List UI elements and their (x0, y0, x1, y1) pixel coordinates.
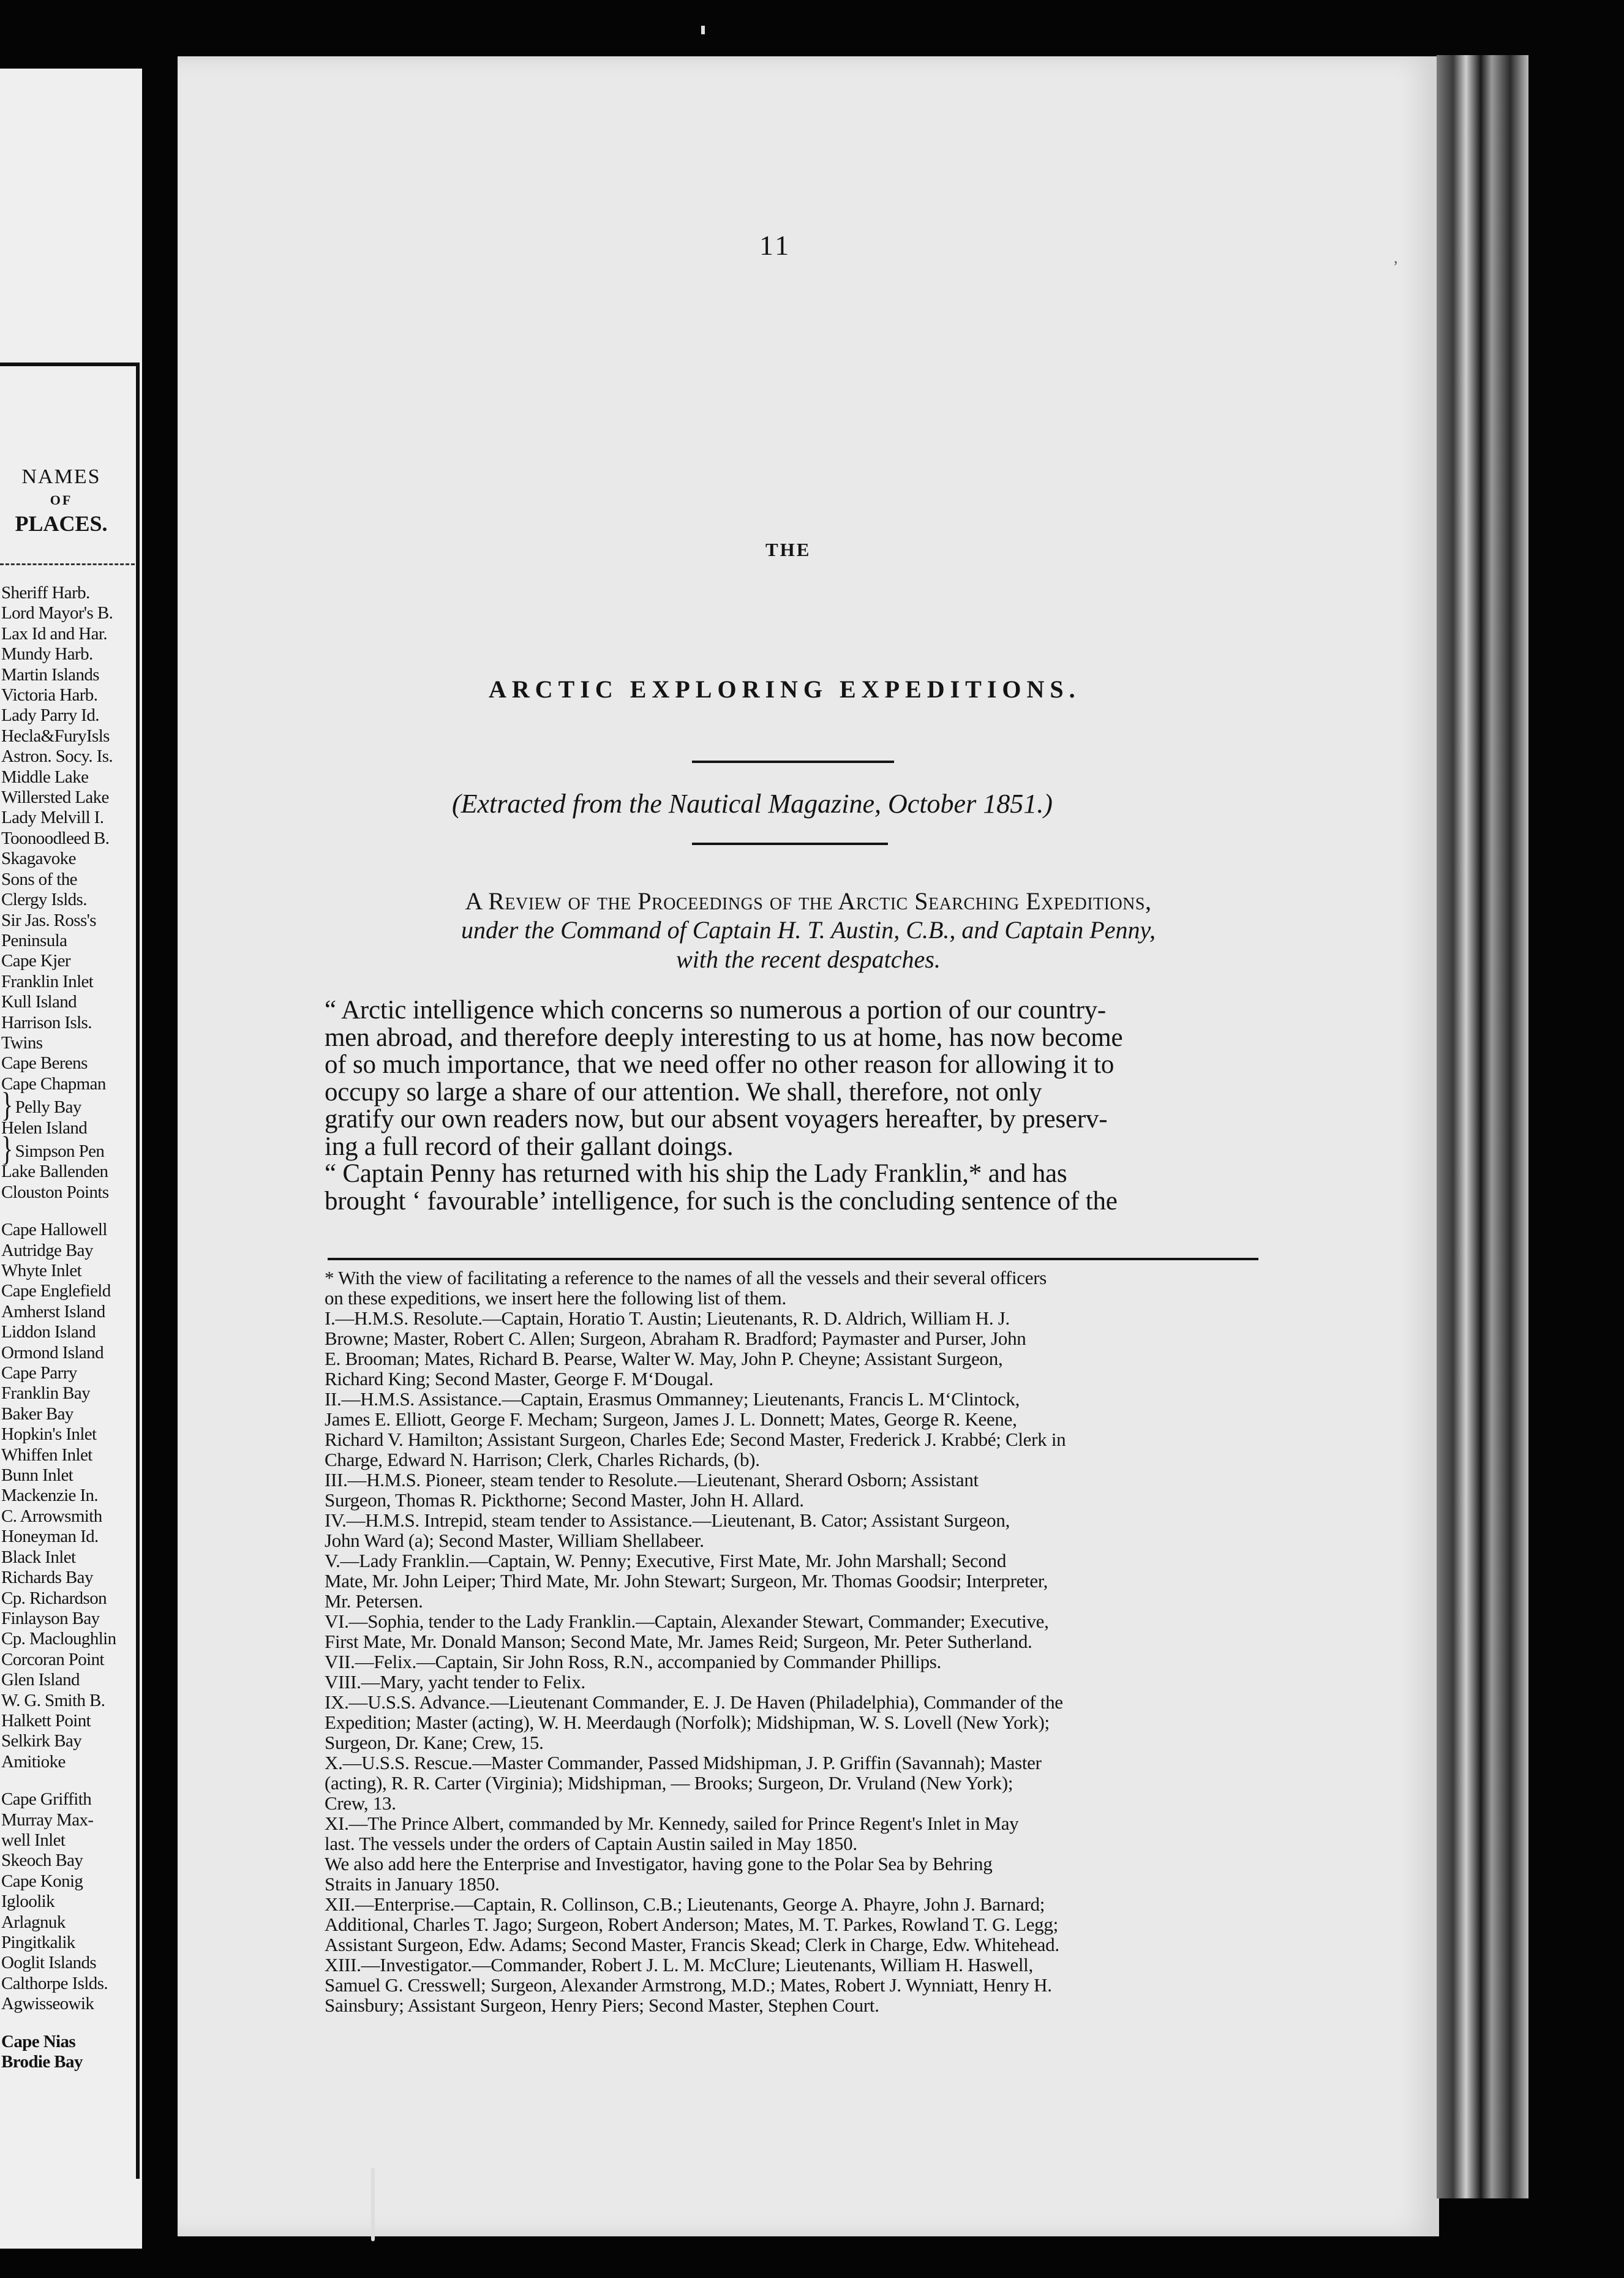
footnote-line: XI.—The Prince Albert, commanded by Mr. Kennedy, sailed for Prince Regent's Inlet in May (325, 1813, 1019, 1834)
place-name: Franklin Bay (1, 1383, 91, 1404)
page-title: ARCTIC EXPLORING EXPEDITIONS. (489, 675, 1081, 703)
footnote-line: last. The vessels under the orders of Captain Austin sailed in May 1850. (325, 1833, 857, 1854)
scan-stroke (371, 2168, 375, 2241)
place-name: Willersted Lake (1, 788, 109, 808)
title-prefix: THE (765, 539, 811, 560)
footnote-line: on these expeditions, we insert here the following list of them. (325, 1287, 786, 1309)
place-name: Sheriff Harb. (1, 583, 90, 603)
place-name: Martin Islands (1, 664, 99, 685)
place-name: Middle Lake (1, 767, 89, 787)
place-name: Peninsula (1, 930, 67, 950)
place-name: Harrison Isls. (1, 1012, 92, 1032)
footnote-line: VIII.—Mary, yacht tender to Felix. (325, 1671, 585, 1693)
place-name: Victoria Harb. (1, 685, 98, 705)
place-name: W. G. Smith B. (1, 1690, 105, 1710)
body-line: ing a full record of their gallant doings. (325, 1132, 734, 1161)
place-name: Selkirk Bay (1, 1731, 82, 1751)
body-line: men abroad, and therefore deeply interesting to us at home, has now become (325, 1023, 1123, 1052)
place-name: Murray Max- (1, 1810, 94, 1830)
body-line: “ Captain Penny has returned with his ship the Lady Franklin,* and has (325, 1159, 1067, 1188)
place-name: Lady Melvill I. (1, 808, 104, 828)
place-name: } Simpson Pen (1, 1138, 137, 1162)
place-name: Kull Island (1, 992, 77, 1012)
place-name: Autridge Bay (1, 1240, 93, 1260)
places-list (1, 583, 137, 2072)
place-name: Mundy Harb. (1, 644, 93, 664)
footnote-line: Charge, Edward N. Harrison; Clerk, Charles Richards, (b). (325, 1449, 760, 1470)
place-name: Lady Parry Id. (1, 705, 99, 726)
footnote-line: Crew, 13. (325, 1792, 396, 1814)
footnote-line: Browne; Master, Robert C. Allen; Surgeon, Abraham R. Bradford; Paymaster and Purser, John (325, 1328, 1026, 1349)
place-name: } Pelly Bay (1, 1094, 137, 1118)
page-number: 11 (759, 230, 792, 261)
places-divider (0, 563, 135, 565)
footnote-line: Assistant Surgeon, Edw. Adams; Second Master, Francis Skead; Clerk in Charge, Edw. Whitehead. (325, 1934, 1059, 1955)
place-name: Cape Parry (1, 1363, 77, 1383)
place-name: Toonoodleed B. (1, 828, 110, 848)
place-name: Agwisseowik (1, 1994, 94, 2014)
scan-speck: , (1394, 249, 1398, 266)
body-text (325, 997, 1439, 1215)
place-spacer (1, 1203, 137, 1220)
footnote-line: Straits in January 1850. (325, 1873, 500, 1895)
review-line-1: A Review of the Proceedings of the Arctic Searching Expeditions, (465, 887, 1152, 915)
place-name: Bunn Inlet (1, 1465, 73, 1486)
footnote-line: Mr. Petersen. (325, 1590, 423, 1612)
footnote-divider (328, 1258, 1258, 1260)
heading-names: NAMES (21, 465, 101, 488)
footnote-line: First Mate, Mr. Donald Manson; Second Mate, Mr. James Reid; Surgeon, Mr. Peter Sutherland. (325, 1631, 1032, 1652)
footnote-line: V.—Lady Franklin.—Captain, W. Penny; Executive, First Mate, Mr. John Marshall; Second (325, 1550, 1007, 1571)
footnote-line: Richard King; Second Master, George F. M‘Dougal. (325, 1368, 713, 1389)
book-page-edges (1437, 55, 1528, 2198)
footnote-line: I.—H.M.S. Resolute.—Captain, Horatio T. Austin; Lieutenants, R. D. Aldrich, William H. J. (325, 1307, 1010, 1329)
place-name: Twins (1, 1032, 43, 1053)
place-name: Richards Bay (1, 1568, 93, 1588)
place-name: Helen Island (1, 1118, 88, 1138)
left-index-page (0, 69, 142, 2249)
footnote-line: IV.—H.M.S. Intrepid, steam tender to Assistance.—Lieutenant, B. Cator; Assistant Surgeon, (325, 1509, 1010, 1531)
footnote-line: VI.—Sophia, tender to the Lady Franklin.—Captain, Alexander Stewart, Commander; Executive, (325, 1611, 1049, 1632)
footnote-line: XII.—Enterprise.—Captain, R. Collinson, C.B.; Lieutenants, George A. Phayre, John J. Barnard; (325, 1893, 1045, 1915)
footnote-line: Additional, Charles T. Jago; Surgeon, Robert Anderson; Mates, M. T. Parkes, Rowland T. G. Legg; (325, 1914, 1058, 1935)
place-name: Skeoch Bay (1, 1851, 83, 1871)
footnote-line: VII.—Felix.—Captain, Sir John Ross, R.N., accompanied by Commander Phillips. (325, 1651, 942, 1672)
footnote-line: We also add here the Enterprise and Investigator, having gone to the Polar Sea by Behring (325, 1853, 993, 1874)
footnote-line: Samuel G. Cresswell; Surgeon, Alexander Armstrong, M.D.; Mates, Robert J. Wynniatt, Henry H. (325, 1974, 1052, 1996)
place-name: Sir Jas. Ross's (1, 910, 96, 930)
place-name: Black Inlet (1, 1547, 76, 1567)
heading-of: OF (50, 492, 73, 508)
source-note: (Extracted from the Nautical Magazine, October 1851.) (452, 789, 1053, 819)
footnote-line: John Ward (a); Second Master, William Shellabeer. (325, 1530, 704, 1551)
footnote-line: Expedition; Master (acting), W. H. Meerdaugh (Norfolk); Midshipman, W. S. Lovell (New York); (325, 1712, 1050, 1733)
place-name: Skagavoke (1, 849, 76, 869)
place-name: Whiffen Inlet (1, 1445, 92, 1465)
place-spacer (1, 1772, 137, 1789)
place-name: Cape Hallowell (1, 1220, 107, 1240)
footnote-line: E. Brooman; Mates, Richard B. Pearse, Walter W. May, John P. Cheyne; Assistant Surgeon, (325, 1348, 1003, 1369)
main-page (178, 56, 1439, 2236)
place-name: Clouston Points (1, 1182, 109, 1202)
body-line: “ Arctic intelligence which concerns so numerous a portion of our country- (325, 996, 1106, 1024)
footnote-line: IX.—U.S.S. Advance.—Lieutenant Commander, E. J. De Haven (Philadelphia), Commander of the (325, 1691, 1063, 1713)
review-heading (325, 887, 1292, 974)
place-name: Amitioke (1, 1751, 66, 1772)
place-spacer (1, 2015, 137, 2032)
place-name: Cape Griffith (1, 1789, 92, 1810)
place-name: Cape Englefield (1, 1281, 111, 1301)
footnote-line: II.—H.M.S. Assistance.—Captain, Erasmus Ommanney; Lieutenants, Francis L. M‘Clintock, (325, 1388, 1020, 1410)
title-rule-bottom (692, 843, 888, 845)
place-name: Cape Chapman (1, 1073, 106, 1094)
scan-mark (701, 26, 705, 34)
place-name: Corcoran Point (1, 1649, 104, 1669)
place-name: Igloolik (1, 1892, 55, 1912)
place-name: Cp. Richardson (1, 1588, 107, 1608)
footnote-line: Mate, Mr. John Leiper; Third Mate, Mr. John Stewart; Surgeon, Mr. Thomas Goodsir; Interpreter, (325, 1570, 1048, 1592)
body-line: brought ‘ favourable’ intelligence, for such is the concluding sentence of the (325, 1186, 1118, 1216)
place-name: Cape Konig (1, 1871, 83, 1891)
place-name: Cape Berens (1, 1053, 88, 1073)
place-name: Sons of the (1, 869, 77, 889)
places-heading (0, 465, 122, 536)
body-line: gratify our own readers now, but our absent voyagers hereafter, by preserv- (325, 1105, 1108, 1133)
place-name: Hopkin's Inlet (1, 1424, 97, 1445)
footnote-line: * With the view of facilitating a reference to the names of all the vessels and their several officers (325, 1267, 1047, 1288)
place-name: Pingitkalik (1, 1933, 75, 1952)
place-name: Whyte Inlet (1, 1261, 82, 1280)
place-name: Lax Id and Har. (1, 623, 107, 644)
place-name: Ormond Island (1, 1342, 103, 1363)
place-name: Arlagnuk (1, 1912, 66, 1932)
footnote-line: Richard V. Hamilton; Assistant Surgeon, Charles Ede; Second Master, Frederick J. Krabbé; Clerk in (325, 1429, 1066, 1450)
footnote-line: Sainsbury; Assistant Surgeon, Henry Piers; Second Master, Stephen Court. (325, 1994, 879, 2016)
place-name: Glen Island (1, 1670, 80, 1690)
title-rule-top (692, 761, 894, 763)
place-name: Lake Ballenden (1, 1162, 108, 1182)
place-name: Finlayson Bay (1, 1608, 100, 1628)
footnote-line: X.—U.S.S. Rescue.—Master Commander, Passed Midshipman, J. P. Griffin (Savannah); Master (325, 1752, 1042, 1773)
footnotes (325, 1268, 1457, 2015)
place-name: Cape Kjer (1, 951, 70, 971)
place-name: Lord Mayor's B. (1, 603, 113, 623)
place-name: Liddon Island (1, 1322, 96, 1342)
footnote-line: Surgeon, Thomas R. Pickthorne; Second Master, John H. Allard. (325, 1489, 804, 1511)
place-name: Astron. Socy. Is. (1, 746, 113, 767)
place-name: Amherst Island (1, 1301, 105, 1321)
place-name: Calthorpe Islds. (1, 1973, 108, 1993)
heading-places: PLACES. (15, 511, 108, 536)
review-line-3: with the recent despatches. (676, 945, 941, 973)
place-name: Halkett Point (1, 1710, 91, 1731)
footnote-line: Surgeon, Dr. Kane; Crew, 15. (325, 1732, 544, 1753)
place-name: Baker Bay (1, 1404, 73, 1424)
footnote-line: James E. Elliott, George F. Mecham; Surgeon, James J. L. Donnett; Mates, George R. Keene, (325, 1408, 1017, 1430)
place-name: Clergy Islds. (1, 890, 87, 910)
place-name: Brodie Bay (1, 2052, 83, 2072)
place-name: Cape Nias (1, 2031, 76, 2051)
place-name: Hecla&FuryIsls (1, 726, 110, 746)
place-name: Ooglit Islands (1, 1953, 97, 1973)
body-line: occupy so large a share of our attention. We shall, therefore, not only (325, 1077, 1042, 1107)
place-name: Honeyman Id. (1, 1527, 99, 1547)
place-name: C. Arrowsmith (1, 1506, 102, 1526)
place-name: Cp. Macloughlin (1, 1629, 116, 1649)
footnote-line: III.—H.M.S. Pioneer, steam tender to Resolute.—Lieutenant, Sherard Osborn; Assistant (325, 1469, 979, 1490)
place-name: Franklin Inlet (1, 971, 94, 991)
place-name: well Inlet (1, 1830, 66, 1850)
footnote-line: (acting), R. R. Carter (Virginia); Midshipman, — Brooks; Surgeon, Dr. Vruland (New York); (325, 1772, 1013, 1794)
footnote-line: XIII.—Investigator.—Commander, Robert J. L. M. McClure; Lieutenants, William H. Haswell, (325, 1954, 1033, 1975)
body-line: of so much importance, that we need offer no other reason for allowing it to (325, 1050, 1115, 1079)
place-name: Mackenzie In. (1, 1486, 99, 1506)
review-line-2: under the Command of Captain H. T. Austin, C.B., and Captain Penny, (461, 916, 1156, 944)
